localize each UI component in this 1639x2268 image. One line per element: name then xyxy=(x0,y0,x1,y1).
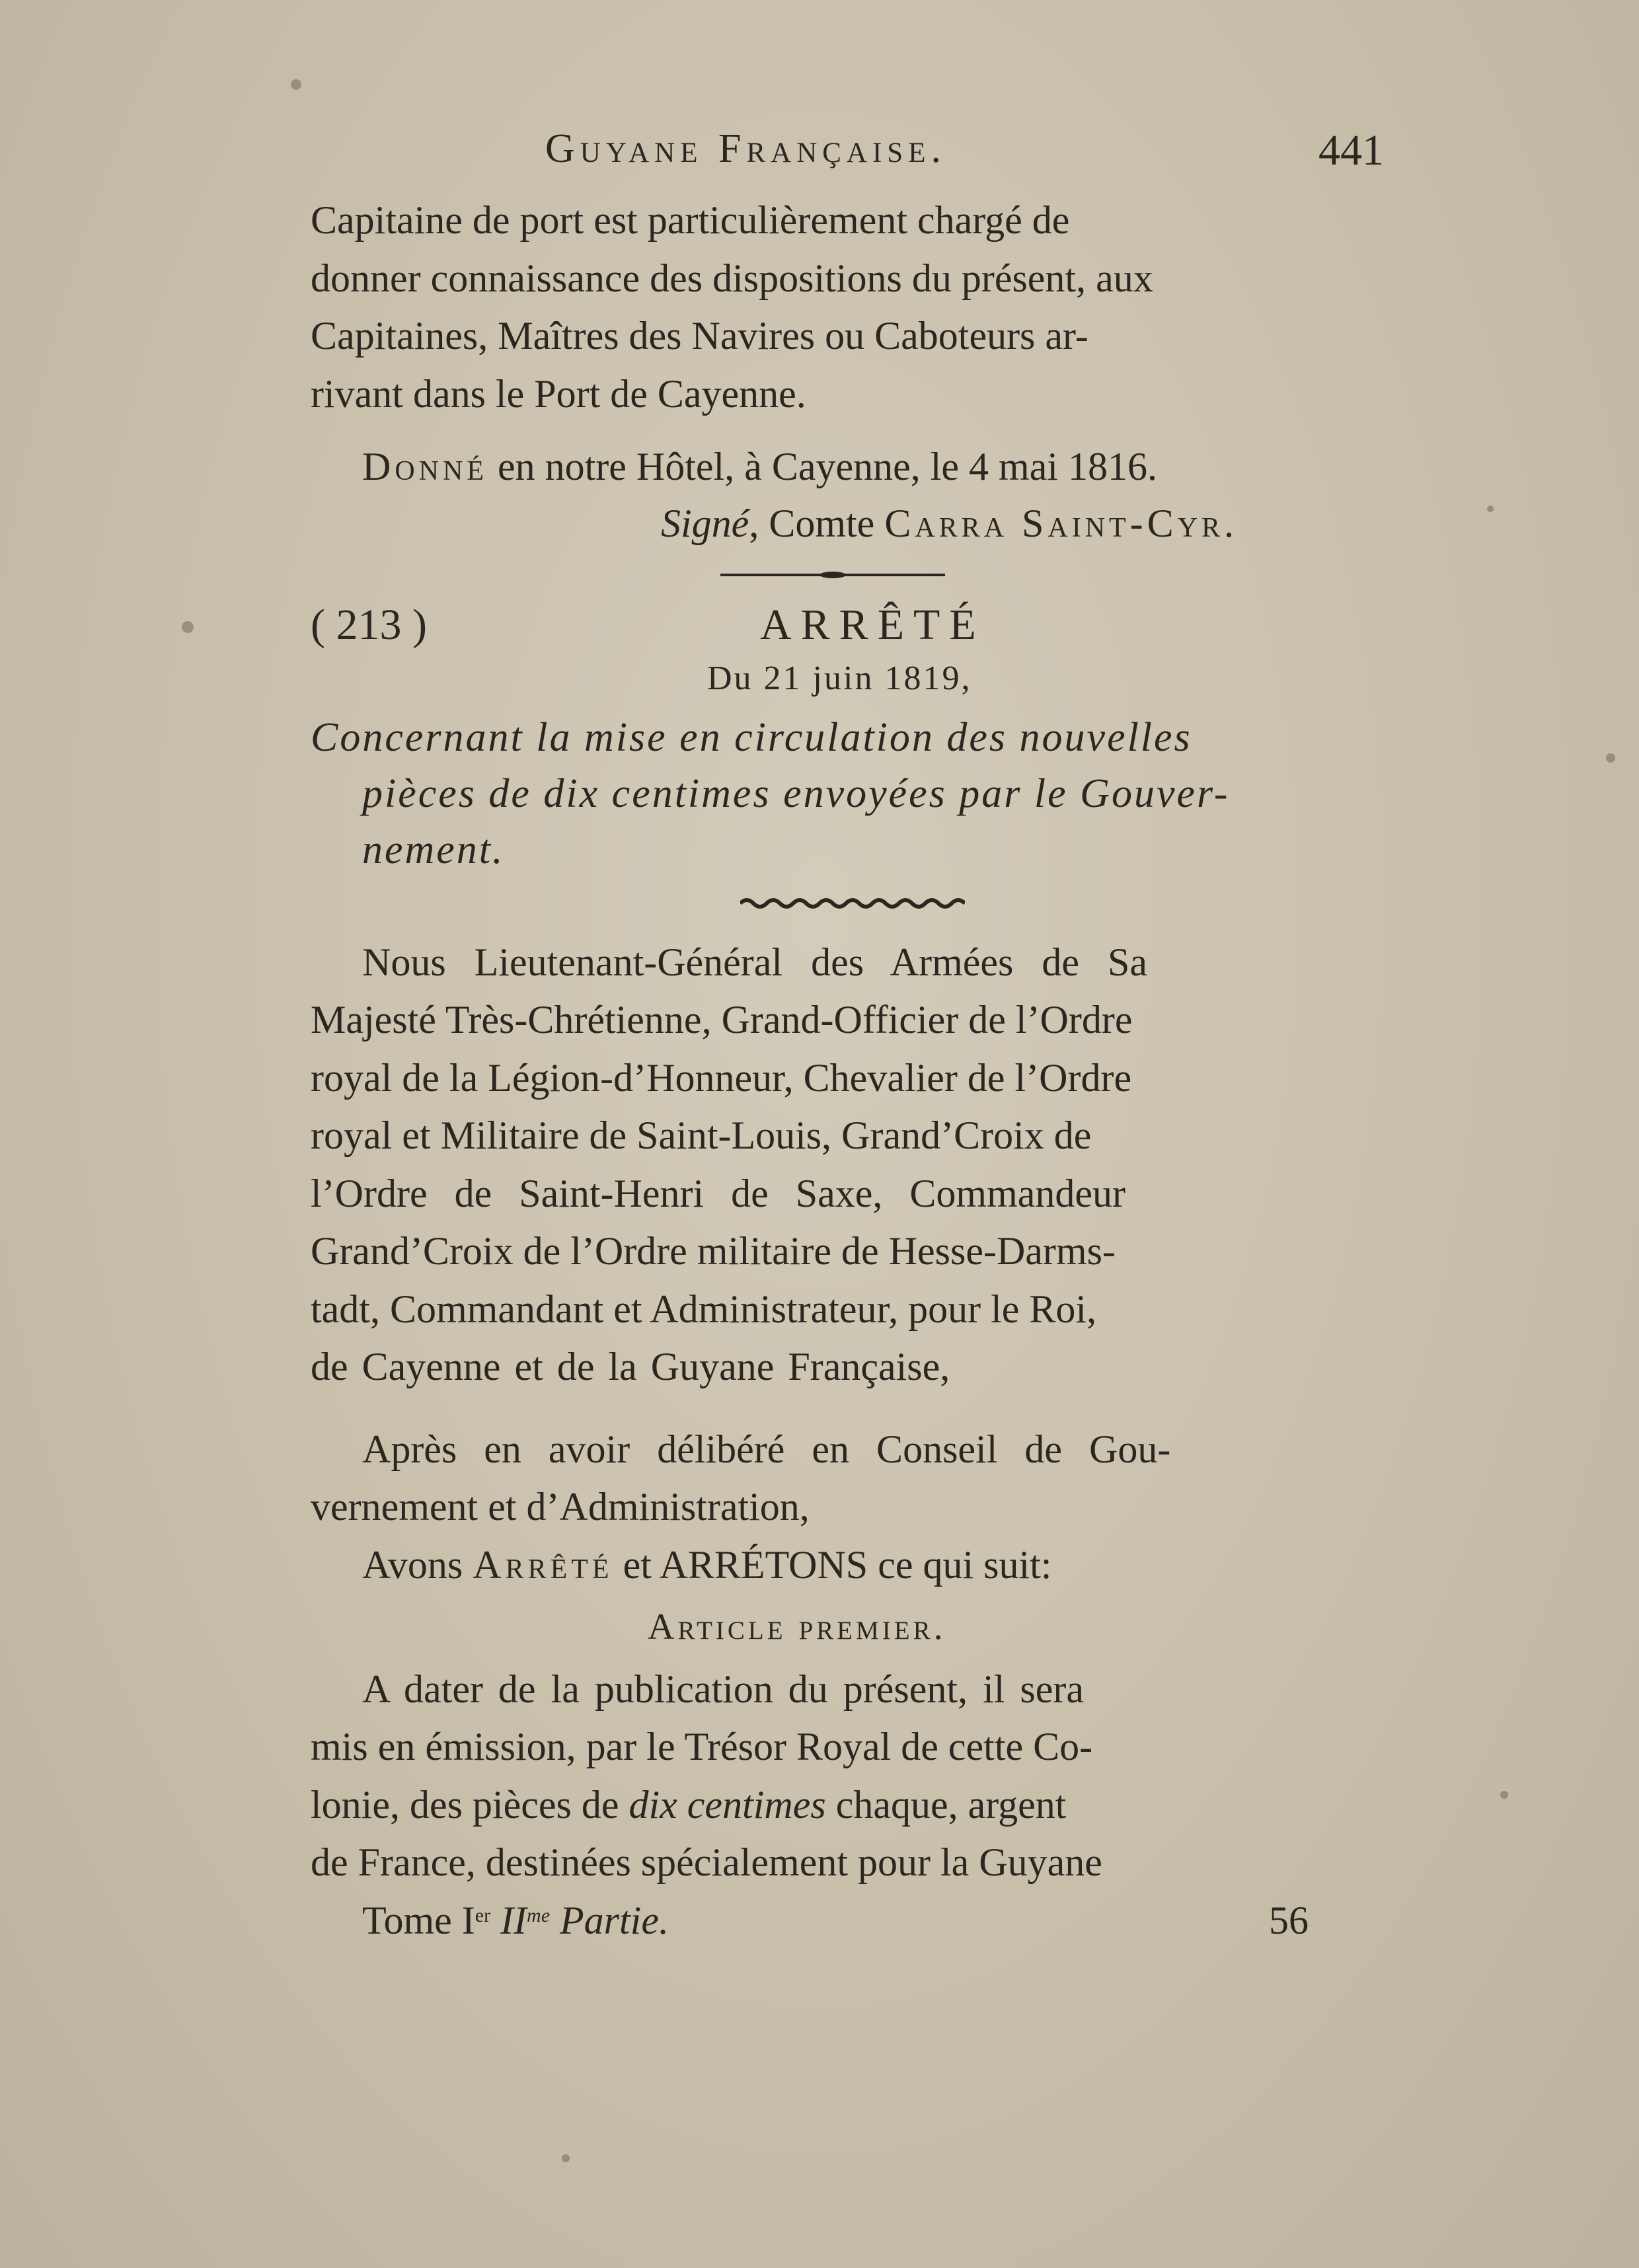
text-line: rivant dans le Port de Cayenne. xyxy=(311,372,806,416)
paper-speck xyxy=(291,79,301,90)
part-word: Partie. xyxy=(550,1899,669,1942)
text-line: Grand’Croix de l’Ordre militaire de Hesse-Darms- xyxy=(311,1229,1116,1273)
text-line: tadt, Commandant et Administrateur, pour le Roi, xyxy=(311,1287,1097,1331)
given-line xyxy=(362,441,1157,492)
decree-subject-line: pièces de dix centimes envoyées par le Gouver- xyxy=(362,771,1230,816)
text-line: A dater de la publication du présent, il sera xyxy=(362,1667,1084,1711)
decree-date: Du 21 juin 1819, xyxy=(707,660,972,697)
decree-number: ( 213 ) xyxy=(311,601,427,649)
tome-sup: er xyxy=(475,1905,491,1926)
paper-speck xyxy=(1606,753,1615,763)
resolution-end: ce qui suit: xyxy=(868,1543,1052,1587)
tome-label: Tome I xyxy=(362,1899,475,1942)
text-line: Nous Lieutenant-Général des Armées de Sa xyxy=(362,940,1147,984)
text-line: vernement et d’Administration, xyxy=(311,1485,810,1529)
paper-speck xyxy=(562,2154,570,2162)
part-sup: me xyxy=(527,1905,551,1926)
resolution-line xyxy=(362,1540,1051,1590)
text-line: royal et Militaire de Saint-Louis, Grand’Croix de xyxy=(311,1114,1092,1157)
article-line-3-start: lonie, des pièces de xyxy=(311,1783,629,1827)
running-title: Guyane Française. xyxy=(545,126,946,171)
text-line: Capitaines, Maîtres des Navires ou Caboteurs ar- xyxy=(311,314,1088,358)
part-roman: II xyxy=(500,1899,527,1942)
text-line: Majesté Très-Chrétienne, Grand-Officier de l’Ordre xyxy=(311,998,1133,1041)
decree-title: ARRÊTÉ xyxy=(760,601,985,649)
article-heading: Article premier. xyxy=(648,1606,946,1647)
resolution-start: Avons xyxy=(362,1543,473,1587)
text-line: de Cayenne et de la Guyane Française, xyxy=(311,1345,950,1388)
signature-line xyxy=(661,501,1238,547)
signature-separator: , Comte xyxy=(749,502,885,545)
text-line-mixed xyxy=(311,1780,1066,1830)
article-line-3-end: chaque, argent xyxy=(825,1783,1067,1827)
text-line-content: Capitaine de port est particulièrement chargé de xyxy=(311,198,1070,242)
text-line: de France, destinées spécialement pour la Guyane xyxy=(311,1840,1102,1884)
article-line-3-italic: dix centimes xyxy=(629,1783,826,1827)
signature-mark: 56 xyxy=(1269,1899,1309,1942)
wavy-divider xyxy=(740,895,965,911)
text-line: royal de la Légion-d’Honneur, Chevalier de l’Ordre xyxy=(311,1056,1132,1100)
volume-mark xyxy=(362,1898,669,1944)
paper-speck xyxy=(182,621,194,633)
resolution-arrete: Arrêté xyxy=(473,1543,613,1587)
text-line: donner connaissance des dispositions du présent, aux xyxy=(311,256,1153,300)
decree-subject-line: Concernant la mise en circulation des nouvelles xyxy=(311,715,1192,760)
text-line: Après en avoir délibéré en Conseil de Gou- xyxy=(362,1427,1171,1471)
text-line xyxy=(311,195,1401,245)
section-rule xyxy=(720,574,945,576)
text-line: l’Ordre de Saint-Henri de Saxe, Commandeur xyxy=(311,1172,1125,1215)
resolution-arretons: ARRÉTONS xyxy=(659,1543,868,1587)
signed-word: Signé xyxy=(661,502,749,545)
text-line: mis en émission, par le Trésor Royal de cette Co- xyxy=(311,1725,1093,1768)
resolution-middle: et xyxy=(613,1543,660,1587)
paper-speck xyxy=(1500,1791,1508,1799)
signatory-name: Carra Saint-Cyr. xyxy=(884,502,1239,545)
given-rest: en notre Hôtel, à Cayenne, le 4 mai 1816. xyxy=(487,445,1158,488)
paper-speck xyxy=(1487,506,1494,512)
decree-subject-line: nement. xyxy=(362,827,505,872)
given-lead: Donné xyxy=(362,445,488,488)
page-number: 441 xyxy=(1318,126,1384,174)
